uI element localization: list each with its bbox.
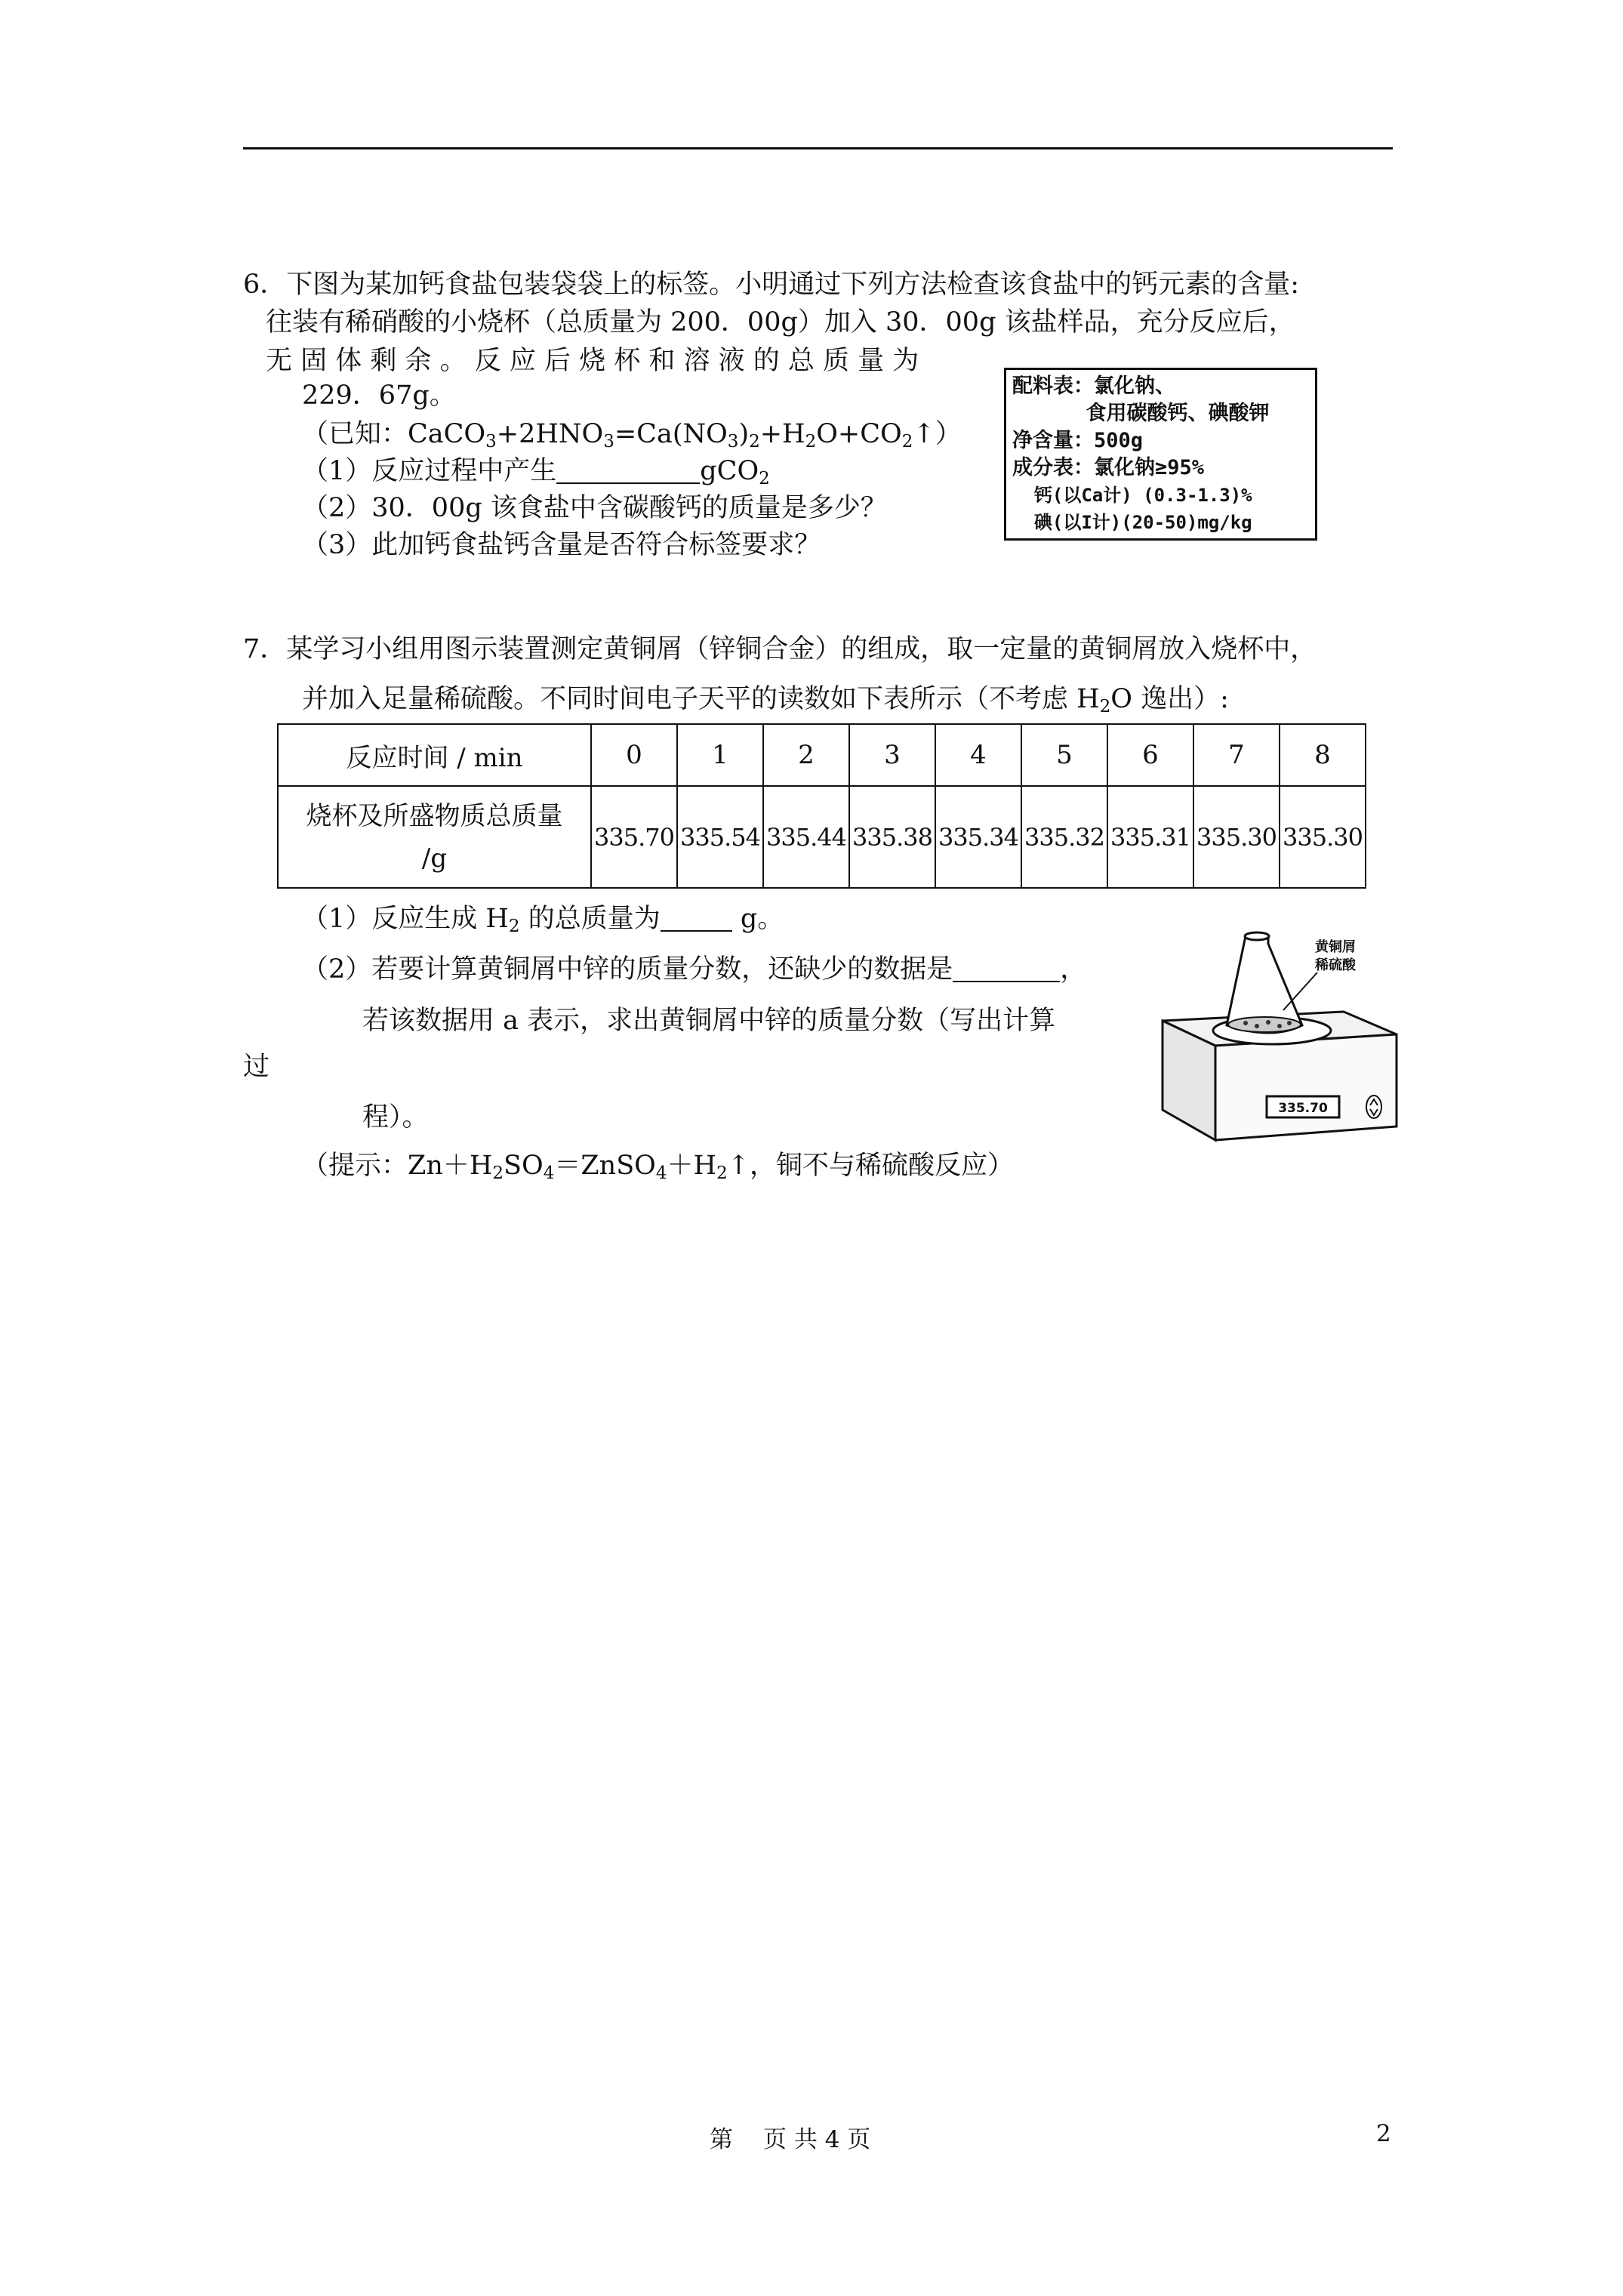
- q6-part1: [302, 455, 770, 488]
- q7-part1-text: 的总质量为: [519, 904, 661, 934]
- hint-sub: 2: [716, 1163, 728, 1183]
- q7-number: 7．: [243, 634, 287, 664]
- chip: [1243, 1021, 1248, 1025]
- header-rule: [243, 147, 1393, 149]
- q7-part2-line4: 程）。: [362, 1102, 429, 1133]
- q6-text-line1: 下图为某加钙食盐包装袋袋上的标签。小明通过下列方法检查该食盐中的钙元素的含量:: [286, 270, 1300, 300]
- q6-part1-unit: gCO: [700, 456, 759, 486]
- eq-part: ): [738, 419, 750, 449]
- chip: [1255, 1024, 1259, 1028]
- chip: [1287, 1021, 1292, 1025]
- q6-line2: 往装有稀硝酸的小烧杯（总质量为 200．00g）加入 30．00g 该盐样品，充分反应后，: [266, 307, 1295, 337]
- hint-sub: 4: [543, 1163, 555, 1183]
- table-cell: 4: [935, 724, 1021, 786]
- q7-hint: [302, 1149, 1014, 1182]
- flask-mouth: [1245, 932, 1269, 940]
- q7-line2-sub: 2: [1099, 697, 1111, 717]
- q7-part2-blank[interactable]: [953, 955, 1060, 982]
- q7-part2-line3: 过: [243, 1052, 270, 1082]
- hint-part: ↑，铜不与稀硫酸反应）: [727, 1151, 1015, 1181]
- table-cell: 335.44: [763, 786, 849, 888]
- q7-line1: [243, 633, 1317, 666]
- q6-part2: （2）30．00g 该食盐中含碳酸钙的质量是多少？: [302, 493, 887, 523]
- table-cell: 335.70: [591, 786, 677, 888]
- q7-text-line1: 某学习小组用图示装置测定黄铜屑（锌铜合金）的组成，取一定量的黄铜屑放入烧杯中，: [286, 634, 1317, 664]
- table-cell: 335.31: [1107, 786, 1193, 888]
- table-header-mass-line1: 烧杯及所盛物质总质量: [306, 800, 563, 831]
- eq-sub: 3: [603, 432, 614, 451]
- hint-part: ＋H: [667, 1151, 717, 1181]
- balance-front: [1215, 1034, 1397, 1140]
- footer-text: 页 共 4 页: [763, 2126, 871, 2153]
- salt-label-line: 成分表：氯化钠≥95%: [1012, 456, 1205, 479]
- q6-line1: [243, 268, 1299, 301]
- table-header-mass-line2: /g: [421, 843, 448, 874]
- q7-line2-text: 并加入足量稀硫酸。不同时间电子天平的读数如下表所示（不考虑 H: [302, 684, 1100, 714]
- q7-line2-text: O 逸出）:: [1110, 684, 1229, 714]
- q6-part1-text: （1）反应过程中产生: [302, 456, 557, 486]
- q7-part1: [302, 902, 784, 935]
- table-cell: 335.54: [677, 786, 763, 888]
- table-row-time: [278, 724, 1366, 786]
- q7-part2-text: （2）若要计算黄铜屑中锌的质量分数，还缺少的数据是: [302, 954, 953, 985]
- table-cell: 1: [677, 724, 763, 786]
- hint-part: （提示：Zn＋H: [302, 1151, 493, 1181]
- table-header-time: 反应时间 / min: [278, 724, 591, 786]
- salt-label-line: 钙(以Ca计) (0.3-1.3)%: [1012, 485, 1252, 506]
- hint-part: SO: [504, 1151, 544, 1181]
- hint-sub: 4: [655, 1163, 667, 1183]
- q7-part1-unit: g。: [731, 904, 784, 934]
- q7-part2-comma: ，: [1060, 954, 1087, 985]
- eq-part: +2HNO: [496, 419, 604, 449]
- chip: [1277, 1024, 1282, 1028]
- eq-sub: 2: [805, 432, 817, 451]
- eq-part: ↑）: [913, 419, 962, 449]
- eq-sub: 2: [901, 432, 913, 451]
- table-cell: 335.38: [849, 786, 935, 888]
- balance-reading: 335.70: [1278, 1101, 1328, 1116]
- eq-sub: 3: [485, 432, 497, 451]
- q6-line4: 229．67g。: [302, 381, 456, 411]
- hint-part: ＝ZnSO: [554, 1151, 656, 1181]
- salt-label-line: 食用碳酸钙、碘酸钾: [1012, 402, 1270, 425]
- footer-text: 第: [710, 2126, 733, 2153]
- q6-known-equation: [302, 418, 962, 451]
- table-cell: 8: [1280, 724, 1366, 786]
- q6-part1-sub: 2: [759, 469, 770, 488]
- eq-part: （已知：CaCO: [302, 419, 486, 449]
- eq-sub: 2: [749, 432, 760, 451]
- table-cell: 335.34: [935, 786, 1021, 888]
- table-cell: 7: [1193, 724, 1280, 786]
- salt-label-image: [1004, 368, 1317, 541]
- salt-label-line: 碘(以I计)(20-50)mg/kg: [1012, 512, 1252, 533]
- q7-part2-line2: 若该数据用 a 表示，求出黄铜屑中锌的质量分数（写出计算: [362, 1006, 1056, 1036]
- q6-number: 6．: [243, 270, 287, 300]
- table-cell: 335.30: [1193, 786, 1280, 888]
- table-header-mass: [278, 786, 591, 888]
- q6-line3: 无 固 体 剩 余 。 反 应 后 烧 杯 和 溶 液 的 总 质 量 为: [266, 346, 919, 376]
- table-cell: 5: [1021, 724, 1107, 786]
- table-row-mass: [278, 786, 1366, 888]
- table-cell: 6: [1107, 724, 1193, 786]
- salt-label-line: 净含量：500g: [1012, 429, 1144, 452]
- q6-part3: （3）此加钙食盐钙含量是否符合标签要求？: [302, 530, 821, 560]
- page-number: 2: [1376, 2120, 1391, 2147]
- eq-part: =Ca(NO: [614, 419, 728, 449]
- q7-line2: [302, 683, 1229, 716]
- eq-sub: 3: [727, 432, 739, 451]
- q7-part1-blank[interactable]: [661, 905, 732, 932]
- table-cell: 0: [591, 724, 677, 786]
- chip: [1266, 1020, 1270, 1025]
- footer-page-info: [710, 2120, 870, 2154]
- table-cell: 335.30: [1280, 786, 1366, 888]
- table-cell: 2: [763, 724, 849, 786]
- figure-label-acid: 稀硫酸: [1315, 957, 1356, 973]
- q7-part2-line1: [302, 953, 1086, 986]
- balance-flask-figure: [1155, 921, 1404, 1148]
- salt-label-line: 配料表：氯化钠、: [1012, 374, 1175, 398]
- figure-label-brass: 黄铜屑: [1315, 939, 1356, 955]
- table-cell: 3: [849, 724, 935, 786]
- q7-part1-sub: 2: [508, 917, 520, 936]
- eq-part: +H: [759, 419, 805, 449]
- eq-part: O+CO: [816, 419, 902, 449]
- q7-part1-text: （1）反应生成 H: [302, 904, 509, 934]
- hint-sub: 2: [492, 1163, 504, 1183]
- q6-answer-blank[interactable]: [556, 457, 700, 484]
- reading-table: [277, 723, 1366, 889]
- table-cell: 335.32: [1021, 786, 1107, 888]
